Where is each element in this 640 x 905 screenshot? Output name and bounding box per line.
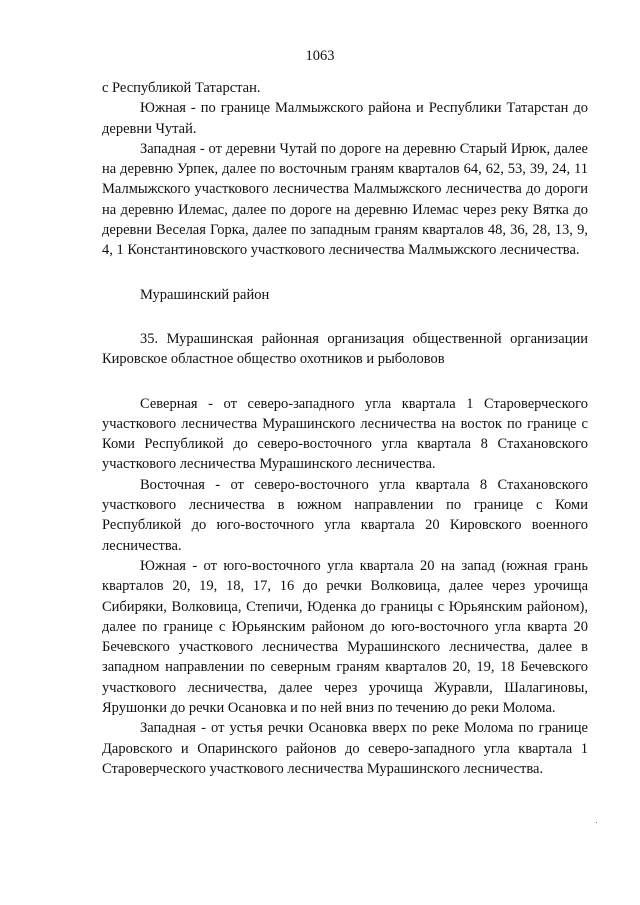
paragraph-south-malmyzh: Южная - по границе Малмыжского района и Республики Татарстан до деревни Чутай. [102, 100, 588, 137]
paragraph-north-murashi: Северная - от северо-западного угла квартала 1 Староверческого участкового лесничества Мурашинского лесничества на восток по границе с Коми Республикой до северо-восточного угла квартала 8 Стахановского участкового лесничества Мурашинского лесничества. [102, 395, 588, 473]
paragraph-south-murashi: Южная - от юго-восточного угла квартала 20 на запад (южная грань кварталов 20, 19, 18, 17, 16 до речки Волковица, далее через урочища Сибиряки, Волковица, Степичи, Юденка до границы с Юрьянским районом), далее по границе с Юрьянским районом до юго-восточного угла кварта 20 Бечевского участкового лесничества Мурашинского лесничества, далее в западном направлении по северным граням кварталов 20, 19, 18 Бечевского участкового лесничества, далее через урочища Журавли, Шалагиновы, Ярушонки до речки Осановка и по ней вниз по течению до реки Молома. [102, 557, 588, 717]
organization-title: 35. Мурашинская районная организация общественной организации Кировское областное общество охотников и рыболовов [102, 330, 588, 368]
document-body [102, 78, 588, 779]
scan-speck [596, 822, 597, 823]
paragraph-west-murashi: Западная - от устья речки Осановка вверх по реке Молома по границе Даровского и Опаринского районов до северо-западного угла квартала 1 Староверческого участкового лесничества Мурашинского лесничества. [102, 720, 588, 777]
paragraph-east-murashi: Восточная - от северо-восточного угла квартала 8 Стахановского участкового лесничества в южном направлении по границе с Коми Республикой до юго-восточного угла квартала 20 Кировского военного лесничества. [102, 476, 588, 554]
page-number: 1063 [305, 48, 335, 64]
paragraph-continuation: с Республикой Татарстан. [102, 80, 261, 96]
paragraph-west-malmyzh: Западная - от деревни Чутай по дороге на деревню Старый Ирюк, далее на деревню Урпек, далее по восточным граням кварталов 64, 62, 53, 39, 24, 11 Малмыжского участкового лесничества Малмыжского лесничества до дороги на деревню Илемас, далее по дороге на деревню Илемас через реку Вятка до деревни Веселая Горка, далее по западным граням кварталов 48, 36, 28, 13, 9, 4, 1 Константиновского участкового лесничества Малмыжского лесничества. [102, 140, 588, 259]
section-heading-murashinsky: Мурашинский район [140, 286, 270, 303]
